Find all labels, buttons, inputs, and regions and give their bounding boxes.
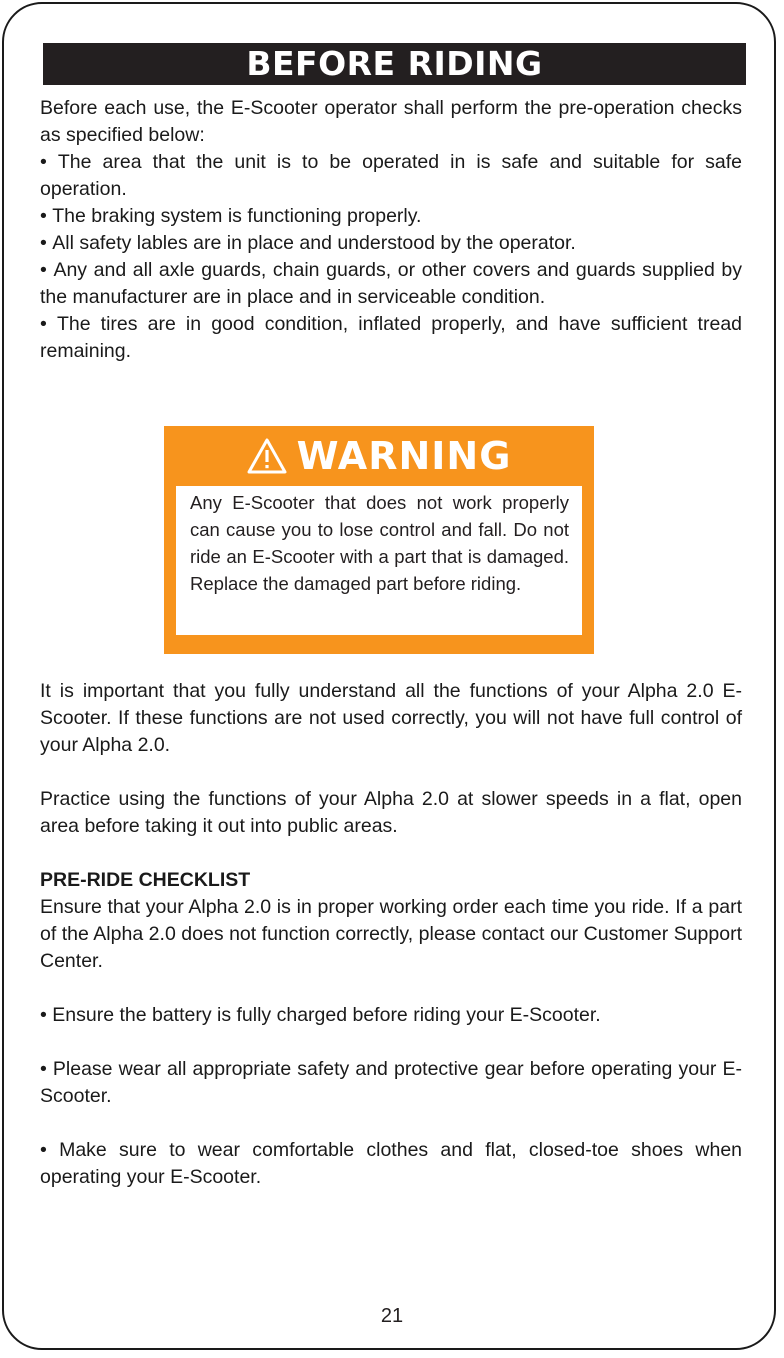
check-item: • The area that the unit is to be operated in is safe and suitable for safe operation.: [40, 149, 742, 203]
functions-paragraph: It is important that you fully understand all the functions of your Alpha 2.0 E-Scooter. If these functions are not used correctly, you will not have full control of your Alpha 2.0.: [40, 680, 742, 756]
checks-intro: Before each use, the E-Scooter operator shall perform the pre-operation checks as specified below:: [40, 97, 742, 146]
page-number: 21: [380, 1305, 404, 1327]
checklist-item: • Make sure to wear comfortable clothes and flat, closed-toe shoes when operating your E-Scooter.: [40, 1137, 742, 1191]
warning-box: [164, 426, 594, 654]
warning-text: Any E-Scooter that does not work properly can cause you to lose control and fall. Do not ride an E-Scooter with a part that is damaged. Replace the damaged part before riding.: [176, 486, 582, 635]
page-title: BEFORE RIDING: [43, 43, 746, 85]
checklist-item: • Please wear all appropriate safety and protective gear before operating your E-Scooter.: [40, 1056, 742, 1110]
check-item: • The tires are in good condition, inflated properly, and have sufficient tread remaining.: [40, 311, 742, 365]
warning-title: WARNING: [296, 434, 512, 478]
warning-header: [164, 426, 594, 486]
checklist-item: • Ensure the battery is fully charged before riding your E-Scooter.: [40, 1002, 742, 1029]
checklist-heading: PRE-RIDE CHECKLIST: [40, 869, 251, 891]
check-item: • All safety lables are in place and understood by the operator.: [40, 230, 742, 257]
check-item: • The braking system is functioning properly.: [40, 203, 742, 230]
main-content: [40, 678, 742, 1191]
checklist-intro: Ensure that your Alpha 2.0 is in proper working order each time you ride. If a part of the Alpha 2.0 does not function correctly, please contact our Customer Support Center.: [40, 896, 742, 972]
practice-paragraph: Practice using the functions of your Alpha 2.0 at slower speeds in a flat, open area before taking it out into public areas.: [40, 788, 742, 837]
warning-triangle-icon: [247, 438, 287, 474]
check-item: • Any and all axle guards, chain guards, or other covers and guards supplied by the manufacturer are in place and in serviceable condition.: [40, 257, 742, 311]
pre-operation-checks: [40, 95, 742, 365]
